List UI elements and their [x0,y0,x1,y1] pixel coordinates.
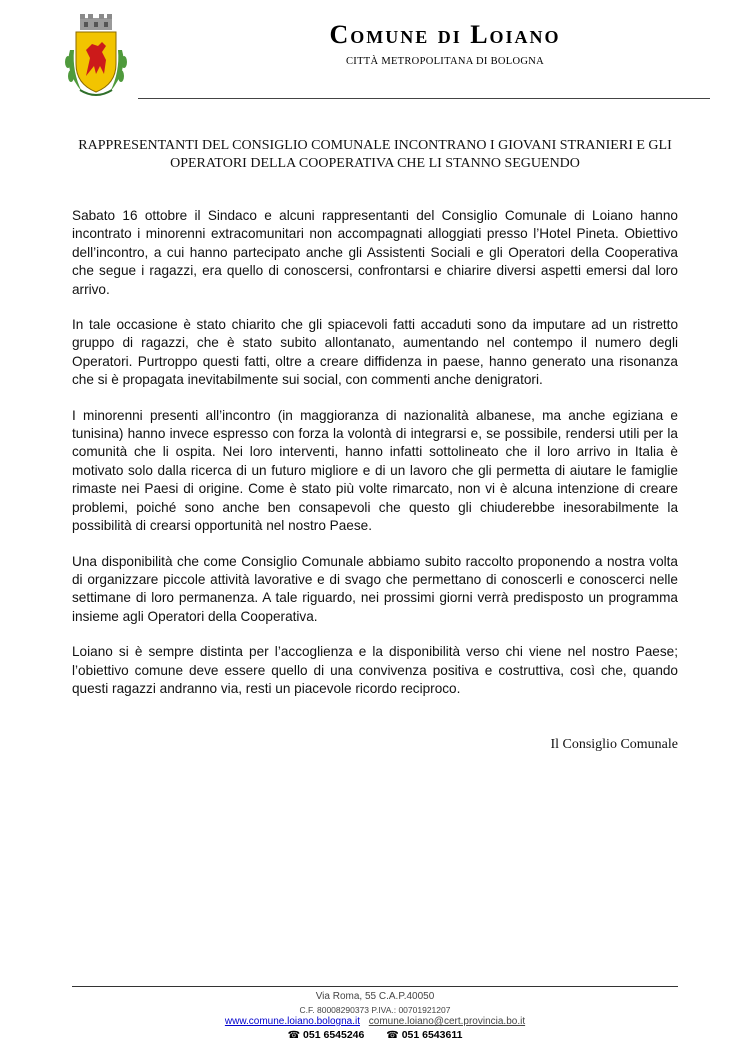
crown-icon [80,14,112,30]
document-body [72,207,678,715]
footer-contacts [0,1016,750,1029]
body-paragraph: I minorenni presenti all’incontro (in maggioranza di nazionalità albanese, ma anche egiziana e tunisina) hanno invece espresso con forza la volontà di integrarsi e, se possibile, rendersi utili per la comunità che li ospita. Nei loro interventi, hanno infatti sottolineato che il loro arrivo in Italia è motivato solo dalla ricerca di un futuro migliore e di un lavoro che gli permetta di aiutare le famiglie rimaste nei Paesi di origine. Come è stato più volte rimarcato, non vi è alcuna intenzione di creare problemi, poiché sono anche ben consapevoli che questo gli chiuderebbe inesorabilmente la possibilità di crearsi opportunità nel nostro Paese. [72,407,678,534]
fax-number: 051 6543611 [401,1028,463,1041]
body-paragraph: Sabato 16 ottobre il Sindaco e alcuni rappresentanti del Consiglio Comunale di Loiano hanno incontrato i minorenni extracomunitari non accompagnati alloggiati presso l’Hotel Pineta. Obiettivo dell’incontro, a cui hanno partecipato anche gli Assistenti Sociali e gli Operatori della Cooperativa che segue i ragazzi, era quello di conoscersi, confrontarsi e chiarire diversi aspetti emersi dal loro arrivo. [72,208,678,297]
document-subject: RAPPRESENTANTI DEL CONSIGLIO COMUNALE INCONTRANO I GIOVANI STRANIERI E GLI OPERATORI DELLA COOPERATIVA CHE LI STANNO SEGUENDO [78,138,672,171]
footer [0,991,750,1042]
municipal-coat-of-arms-logo [60,10,132,100]
body-paragraph: Una disponibilità che come Consiglio Comunale abbiamo subito raccolto proponendo a nostra volta di organizzare piccole attività lavorative e di svago che permettano di conoscerli e conoscerci nelle settimane di loro permanenza. A tale riguardo, nei prossimi giorni verrà predisposto un programma insieme agli Operatori della Cooperativa. [72,553,678,624]
footer-phones [0,1029,750,1043]
municipality-title: Comune di Loiano [329,20,561,49]
fax-icon: ☎ [386,1029,399,1041]
footer-tax-codes: C.F. 80008290373 P.IVA.: 00701921207 [299,1004,451,1015]
website-link[interactable]: www.comune.loiano.bologna.it [224,1016,360,1027]
phone-icon: ☎ [287,1029,301,1041]
municipality-subtitle: CITTÀ METROPOLITANA DI BOLOGNA [345,56,545,67]
email-link[interactable]: comune.loiano@cert.provincia.bo.it [368,1016,526,1027]
footer-address: Via Roma, 55 C.A.P.40050 [315,991,435,1002]
header-divider [138,98,710,99]
signature: Il Consiglio Comunale [550,737,678,752]
body-paragraph: In tale occasione è stato chiarito che gli spiacevoli fatti accaduti sono da imputare ad un ristretto gruppo di ragazzi, che è stato subito allontanato, aumentando nel contempo il numero degli Operatori. Purtroppo questi fatti, oltre a creare diffidenza in paese, hanno generato una risonanza che si è propagata inevitabilmente sui social, con commenti anche denigratori. [72,317,678,388]
phone-number: 051 6545246 [303,1028,365,1041]
footer-divider [72,986,678,987]
body-paragraph: Loiano si è sempre distinta per l’accoglienza e la disponibilità verso chi viene nel nostro Paese; l’obiettivo comune deve essere quello di una convivenza positiva e costruttiva, così che, quando questi ragazzi andranno via, resti un piacevole ricordo reciproco. [72,644,678,696]
